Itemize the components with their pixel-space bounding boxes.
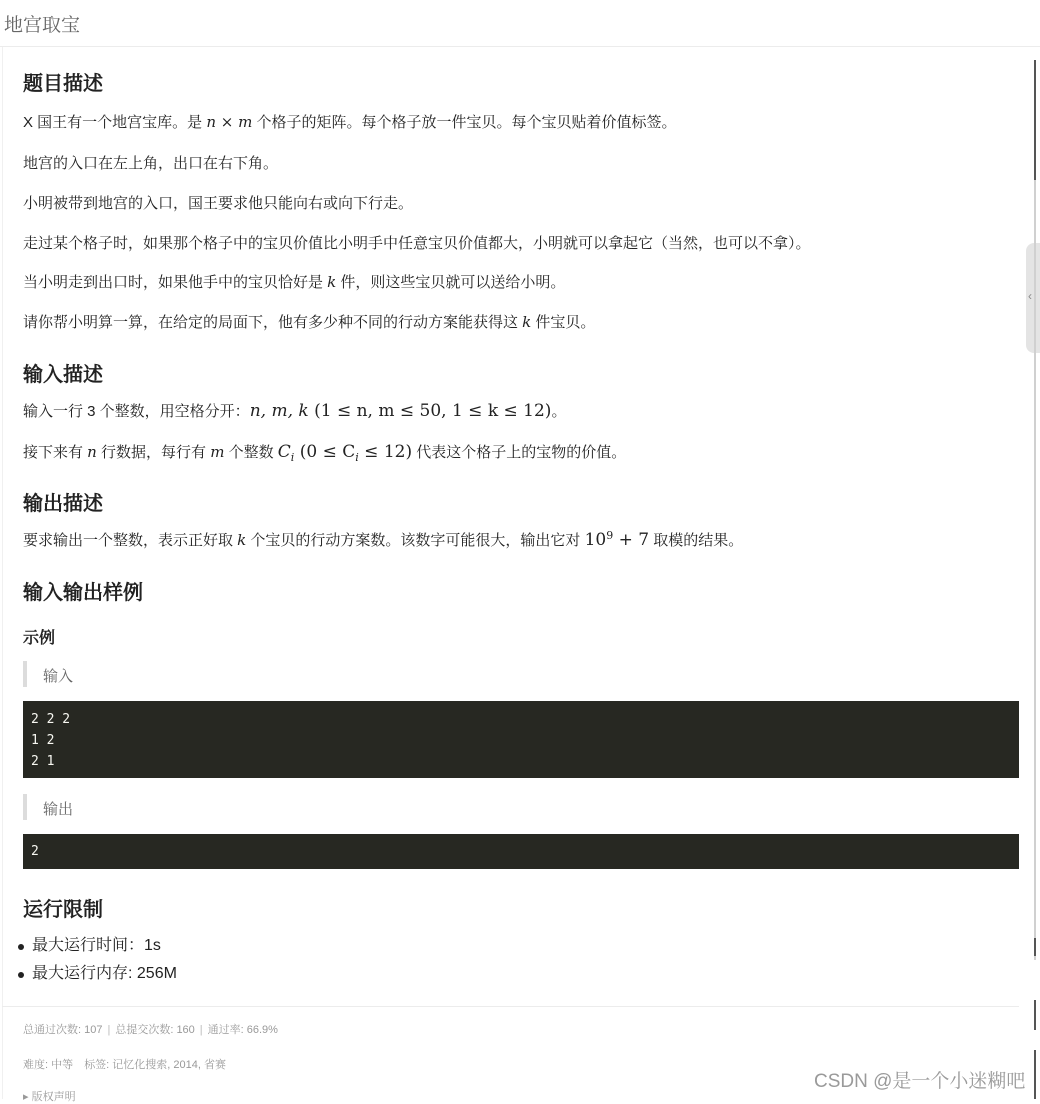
passed-count: 总通过次数: 107 [23, 1024, 103, 1036]
csdn-watermark: CSDN @是一个小迷糊吧 [814, 1071, 1026, 1092]
input-label-quote [23, 661, 323, 687]
limits-list [0, 932, 177, 988]
sample-output-code[interactable]: 2 [23, 834, 1019, 869]
input-heading: 输入描述 [23, 364, 103, 386]
window-title: 地宫取宝 [4, 15, 81, 36]
window-titlebar [0, 0, 1040, 47]
submission-stats: 总通过次数: 107 | 总提交次数: 160 | 通过率: 66.9% [23, 1024, 278, 1036]
sample-heading: 输入输出样例 [23, 582, 143, 604]
input-label: 输入 [43, 668, 74, 685]
scroll-marker [1034, 938, 1036, 956]
description-paragraph-6: 请你帮小明算一算，在给定的局面下，他有多少种不同的行动方案能获得这 k 件宝贝。 [23, 313, 596, 331]
footer-divider [2, 1006, 1019, 1007]
description-paragraph-1: X 国王有一个地宫宝库。是 n × m 个格子的矩阵。每个格子放一件宝贝。每个宝贝贴着价值标签。 [23, 113, 677, 131]
output-label: 输出 [43, 801, 74, 818]
pass-rate: 通过率: 66.9% [207, 1024, 278, 1036]
scroll-marker [1034, 1050, 1036, 1099]
example-label: 示例 [23, 630, 56, 647]
output-paragraph-1: 要求输出一个整数，表示正好取 k 个宝贝的行动方案数。该数字可能很大，输出它对 $10^9 + 7$ 取模的结果。 [23, 529, 744, 550]
chevron-left-icon: ‹ [1028, 289, 1032, 303]
limits-heading: 运行限制 [23, 899, 103, 921]
list-item: 最大运行内存: 256M [0, 960, 177, 988]
output-heading: 输出描述 [23, 493, 103, 515]
scrollbar-track[interactable] [1034, 60, 1036, 960]
description-paragraph-5: 当小明走到出口时，如果他手中的宝贝恰好是 k 件，则这些宝贝就可以送给小明。 [23, 273, 566, 291]
description-heading: 题目描述 [23, 73, 103, 95]
input-paragraph-2: 接下来有 n 行数据，每行有 m 个整数 $C_i$ $(0 \le C_i \le 12)$ 代表这个格子上的宝物的价值。 [23, 442, 627, 464]
scrollbar-thumb[interactable] [1034, 60, 1036, 180]
output-label-quote [23, 794, 323, 820]
copyright-toggle[interactable]: ▸ 版权声明 [23, 1091, 76, 1103]
list-item: 最大运行时间：1s [0, 932, 177, 960]
description-paragraph-3: 小明被带到地宫的入口，国王要求他只能向右或向下行走。 [23, 195, 414, 212]
scroll-marker [1034, 1000, 1036, 1030]
tags: 标签: 记忆化搜索, 2014, 省赛 [84, 1059, 226, 1071]
difficulty: 难度: 中等 [23, 1059, 74, 1071]
input-paragraph-1: 输入一行 3 个整数，用空格分开：n, m, k (1 ≤ n, m ≤ 50, 1 ≤ k ≤ 12)。 [23, 401, 567, 421]
submitted-count: 总提交次数: 160 [115, 1024, 195, 1036]
sample-input-code[interactable]: 2 2 2 1 2 2 1 [23, 701, 1019, 778]
problem-meta [23, 1056, 226, 1072]
side-collapse-tab[interactable] [1026, 243, 1040, 353]
description-paragraph-2: 地宫的入口在左上角，出口在右下角。 [23, 155, 279, 172]
description-paragraph-4: 走过某个格子时，如果那个格子中的宝贝价值比小明手中任意宝贝价值都大，小明就可以拿起它（当然，也可以不拿）。 [23, 235, 811, 252]
